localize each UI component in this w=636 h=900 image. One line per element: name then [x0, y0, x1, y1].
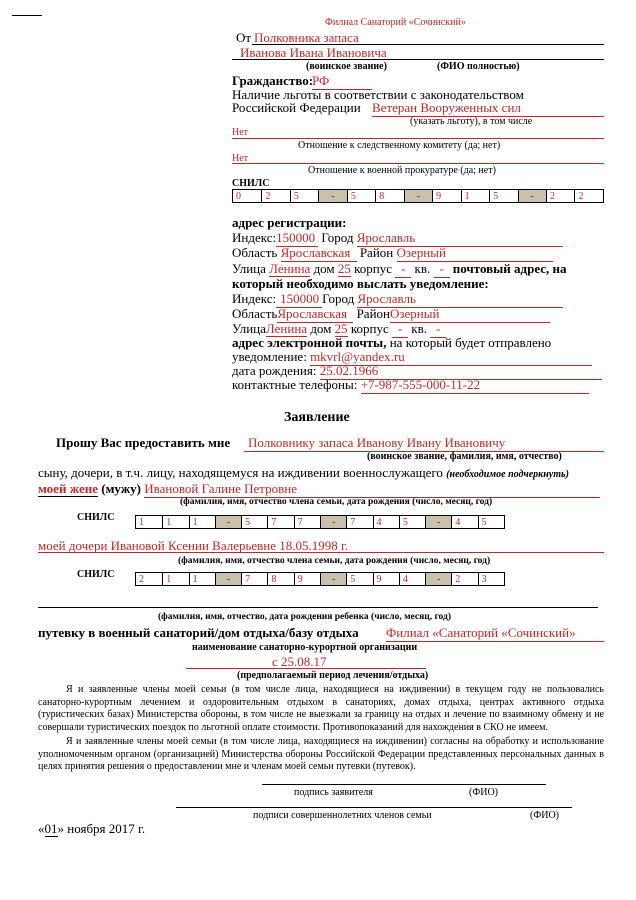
reg-kv-label: кв.	[414, 261, 431, 276]
postal-district-value: Озерный	[390, 307, 550, 323]
snils-cell: 9	[373, 573, 399, 585]
postal-district-label: Район	[356, 306, 390, 321]
snils-cell: -	[518, 190, 546, 202]
snils-cell: 4	[451, 516, 477, 528]
wife-value: Ивановой Галине Петровне	[144, 482, 600, 498]
postal-heading-2: который необходимо выслать уведомление:	[232, 276, 489, 291]
postal-street-label: Улица	[232, 321, 266, 336]
postal-heading-1: почтовый адрес, на	[452, 261, 567, 276]
applicant-sign-line	[262, 784, 546, 785]
consent-paragraph: Я и заявленные члены моей семьи (в том числе лица, находящиеся на иждивении) согласны на обработку и использование уполномоченным органом (организацией) Министерства обороны Российской Федерации представленных персональных данных в целях принятия решения о предоставлении мне и членам моей семьи путевки (путевок).	[38, 736, 604, 772]
snils-cell: 4	[373, 516, 399, 528]
snils-label-2: СНИЛС	[77, 569, 115, 580]
request-hint: (воинское звание, фамилия, имя, отчество)	[367, 451, 562, 462]
email-heading-2: на который будет отправлено	[389, 335, 552, 350]
reg-district-label: Район	[359, 245, 394, 260]
request-value: Полковнику запаса Иванову Ивану Ивановичу	[244, 436, 604, 452]
citizenship-value: РФ	[312, 74, 372, 90]
daughter-value: моей дочери Ивановой Ксении Валерьевне 18.05.1998 г.	[38, 538, 349, 553]
period-value: с 25.08.17	[272, 654, 327, 669]
wife-label: моей жене	[38, 481, 98, 496]
snils-cell: 7	[267, 516, 293, 528]
from-label: От	[236, 30, 252, 45]
snils-grid-1	[135, 515, 505, 529]
daughter-line	[38, 552, 604, 553]
child-line	[38, 607, 598, 608]
snils-cell: 7	[241, 573, 267, 585]
statement-title: Заявление	[284, 410, 350, 425]
snils-cell: -	[425, 516, 451, 528]
snils-cell: 4	[399, 573, 425, 585]
reg-index-value: 150000	[276, 231, 318, 247]
reg-district-value: Озерный	[397, 246, 553, 262]
reg-kv-value: -	[434, 262, 450, 278]
snils-cell: 7	[346, 516, 372, 528]
snils-cell: 1	[139, 517, 144, 528]
name-value: Иванова Ивана Ивановича	[240, 45, 387, 60]
benefit-value: Ветеран Вооруженных сил	[372, 101, 604, 117]
snils-label-1: СНИЛС	[77, 512, 115, 523]
snils-cell: 5	[290, 190, 318, 202]
benefit-prefix: Российской Федерации	[232, 100, 361, 115]
snils-cell: 7	[294, 516, 320, 528]
members-fio-label: (ФИО)	[530, 810, 560, 821]
snils-cell: 5	[478, 516, 504, 528]
snils-cell: 1	[162, 573, 188, 585]
snils-cell: 5	[399, 516, 425, 528]
snils-cell: -	[215, 516, 241, 528]
snils-cell: 9	[294, 573, 320, 585]
postal-city-value: Ярославль	[357, 292, 563, 308]
snils-cell: -	[320, 516, 346, 528]
benefit-hint: (указать льготу), в том числе	[410, 116, 533, 127]
postal-house-label: дом	[310, 321, 332, 336]
applicant-fio-label: (ФИО)	[469, 787, 499, 798]
declaration-paragraph: Я и заявленные члены моей семьи (в том числе лица, находящиеся на иждивении) в текущем году не пользовались санаторно-курортным лечением и оздоровительным отдыхом в санаториях, домах отдыха, центрах активного отдыха (туристических базах) Министерства обороны, в том числе не выезжали за границу на отдых и лечение по взаимному обмену и не совершали туристических поездок по льготной оплате стоимости. Противопоказаний для нахождения в СКО не имеем.	[38, 684, 604, 733]
applicant-snils-label: СНИЛС	[232, 178, 270, 189]
snils-cell: 9	[432, 190, 460, 202]
voucher-label: путевку в военный санаторий/дом отдыха/базу отдыха	[38, 625, 359, 640]
citizenship-label: Гражданство:	[232, 73, 314, 88]
postal-city-label: Город	[322, 291, 355, 306]
snils-cell: 2	[261, 190, 289, 202]
snils-cell: -	[318, 190, 346, 202]
snils-cell: 5	[346, 573, 372, 585]
registration-heading: адрес регистрации:	[232, 215, 347, 230]
postal-korpus-value: -	[392, 322, 408, 338]
snils-cell: 2	[139, 574, 144, 585]
snils-cell: -	[215, 573, 241, 585]
reg-city-label: Город	[321, 230, 354, 245]
email-label: уведомление:	[232, 349, 307, 364]
committee-hint: Отношение к следственному комитету (да; нет)	[298, 140, 501, 151]
snils-cell: 1	[189, 516, 215, 528]
postal-region-value: Ярославская	[277, 307, 353, 323]
snils-cell: 0	[236, 191, 241, 202]
snils-cell: 1	[461, 190, 489, 202]
snils-cell: -	[320, 573, 346, 585]
snils-cell: 2	[574, 190, 602, 202]
date-day: 01	[44, 821, 58, 836]
snils-cell: 5	[241, 516, 267, 528]
period-hint: (предполагаемый период лечения/отдыха)	[237, 670, 429, 681]
name-line	[232, 59, 604, 60]
snils-grid-2	[135, 572, 505, 586]
snils-cell: 5	[489, 190, 517, 202]
husband-label: (мужу)	[101, 481, 142, 496]
prosecutor-value: Нет	[232, 153, 249, 164]
committee-line	[232, 138, 604, 139]
prosecutor-line	[232, 163, 604, 164]
snils-cell: 2	[451, 573, 477, 585]
snils-cell: 8	[375, 190, 403, 202]
org-hint: наименование санаторно-курортной организации	[192, 642, 418, 653]
postal-korpus-label: корпус	[350, 321, 389, 336]
birth-label: дата рождения:	[232, 363, 317, 378]
corner-line	[12, 15, 42, 16]
postal-index-value: 150000	[276, 292, 322, 308]
member-hint-2: (фамилия, имя, отчество члена семьи, дата рождения (число, месяц, год)	[178, 556, 491, 566]
phone-label: контактные телефоны:	[232, 377, 358, 392]
email-value: mkvrl@yandex.ru	[310, 350, 592, 366]
reg-house-label: дом	[313, 261, 335, 276]
snils-cell: -	[425, 573, 451, 585]
request-label: Прошу Вас предоставить мне	[56, 435, 231, 450]
reg-region-value: Ярославская	[281, 246, 357, 262]
rank-value: Полковника запаса	[254, 30, 359, 45]
postal-region-label: Область	[232, 306, 278, 321]
snils-cell: 3	[478, 573, 504, 585]
snils-cell: 1	[189, 573, 215, 585]
committee-value: Нет	[232, 127, 249, 138]
prosecutor-hint: Отношение к военной прокуратуре (да; нет)	[308, 165, 496, 176]
postal-street-value: Ленина	[265, 321, 308, 336]
name-hint: (ФИО полностью)	[437, 61, 520, 72]
snils-cell: 5	[347, 190, 375, 202]
reg-city-value: Ярославль	[357, 231, 563, 247]
postal-kv-label: кв.	[411, 321, 428, 336]
snils-cell: 2	[546, 190, 574, 202]
postal-house-value: 25	[334, 321, 348, 336]
applicant-sign-label: подпись заявителя	[294, 787, 373, 798]
reg-korpus-value: -	[395, 262, 411, 278]
reg-house-value: 25	[337, 261, 351, 276]
reg-street-label: Улица	[232, 261, 266, 276]
relatives-hint: (необходимое подчеркнуть)	[446, 469, 569, 480]
benefit-line1: Наличие льготы в соответствии с законодательством	[232, 87, 524, 102]
branch-header: Филиал Санаторий «Сочинский»	[325, 17, 466, 28]
child-hint: (фамилия, имя, отчество, дата рождения ребенка (число, месяц, год)	[158, 612, 451, 622]
applicant-snils-grid	[232, 189, 604, 203]
reg-region-label: Область	[232, 245, 278, 260]
phone-value: +7-987-555-000-11-22	[361, 378, 589, 394]
date-open: «	[38, 821, 45, 836]
postal-kv-value: -	[430, 322, 446, 338]
member-hint-1: (фамилия, имя, отчество члена семьи, дата рождения (число, месяц, год)	[180, 497, 493, 507]
birth-value: 25.02.1966	[320, 364, 602, 380]
snils-cell: 8	[267, 573, 293, 585]
members-sign-label: подписи совершеннолетних членов семьи	[253, 810, 432, 821]
reg-korpus-label: корпус	[354, 261, 393, 276]
period-line	[186, 668, 426, 669]
voucher-value: Филиал «Санаторий «Сочинский»	[386, 626, 604, 642]
snils-cell: -	[404, 190, 432, 202]
relatives-text: сыну, дочери, в т.ч. лицу, находящемуся на иждивении военнослужащего	[38, 465, 443, 480]
date-rest: » ноября 2017 г.	[57, 821, 146, 836]
reg-street-value: Ленина	[269, 261, 311, 276]
postal-index-label: Индекс:	[232, 291, 277, 306]
snils-cell: 1	[162, 516, 188, 528]
rank-hint: (воинское звание)	[306, 61, 387, 72]
reg-index-label: Индекс:	[232, 230, 277, 245]
members-sign-line	[176, 807, 572, 808]
email-heading-1: адрес электронной почты,	[232, 335, 387, 350]
